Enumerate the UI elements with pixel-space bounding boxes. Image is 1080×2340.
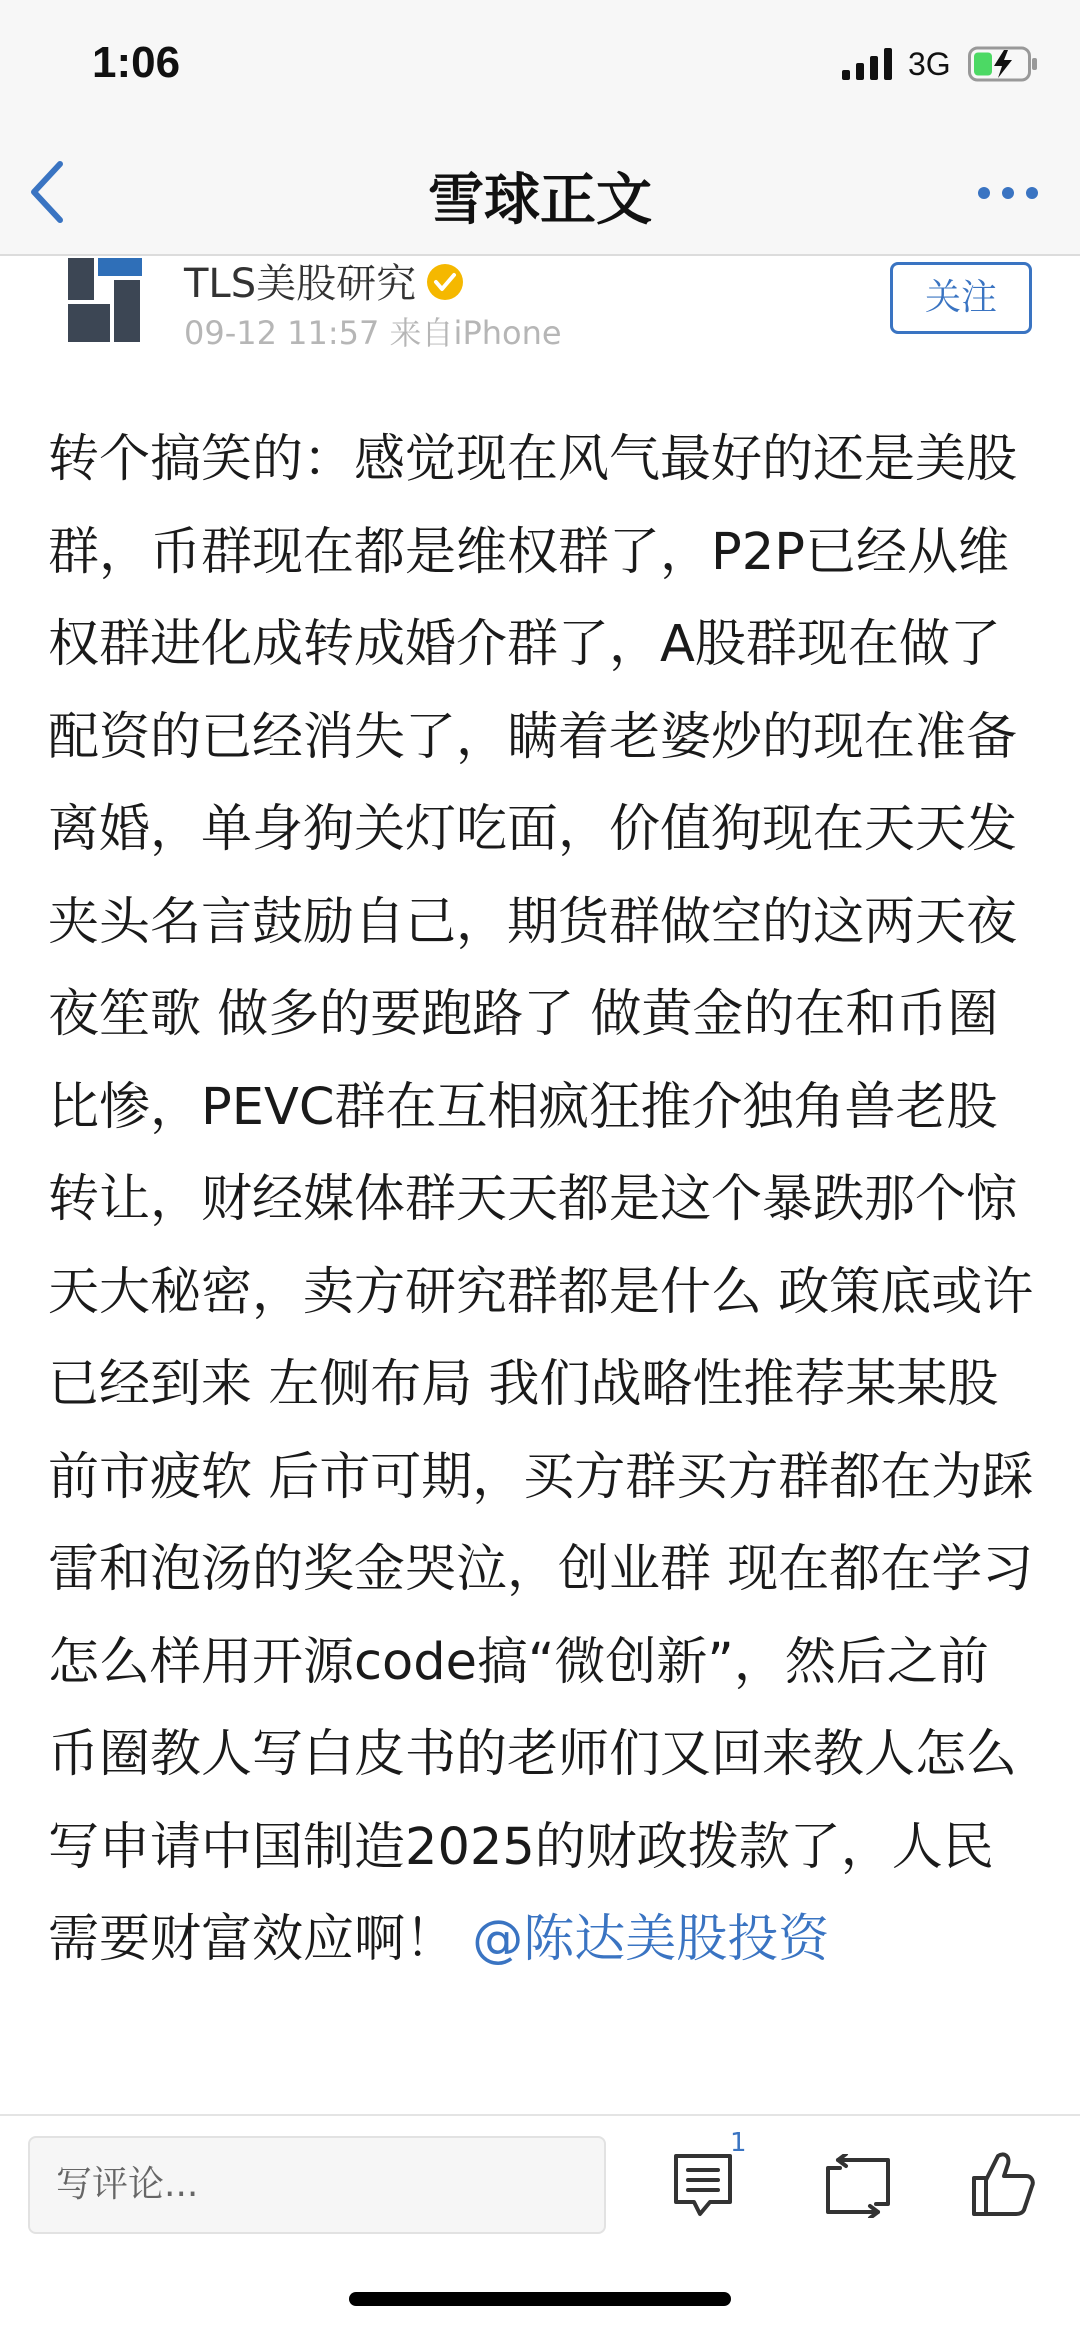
follow-button[interactable]: 关注	[890, 262, 1032, 334]
status-bar	[0, 0, 1080, 130]
post-text: 转个搞笑的：感觉现在风气最好的还是美股群，币群现在都是维权群了，P2P已经从维权群进化成转成婚介群了，A股群现在做了配资的已经消失了，瞒着老婆炒的现在准备离婚，单身狗关灯吃面，价值狗现在天天发夹头名言鼓励自己，期货群做空的这两天夜夜笙歌 做多的要跑路了 做黄金的在和币圈比惨，PEVC群在互相疯狂推介独角兽老股转让，财经媒体群天天都是这个暴跌那个惊天大秘密，卖方研究群都是什么 政策底或许已经到来 左侧布局 我们战略性推荐某某股 前市疲软 后市可期，买方群买方群都在为踩雷和泡汤的奖金哭泣，创业群 现在都在学习怎么样用开源code搞“微创新”，然后之前币圈教人写白皮书的老师们又回来教人怎么写申请中国制造2025的财政拨款了，人民需要财富效应啊！	[48, 430, 1034, 1969]
author-name-text[interactable]: TLS美股研究	[184, 261, 417, 307]
battery-charging-icon	[968, 46, 1038, 82]
nav-bar	[0, 130, 1080, 256]
mention-link[interactable]: @陈达美股投资	[472, 1910, 830, 1969]
home-indicator[interactable]	[349, 2292, 731, 2306]
status-time: 1:06	[92, 38, 181, 87]
comment-icon[interactable]	[670, 2150, 748, 2220]
comment-input[interactable]: 写评论...	[28, 2136, 606, 2234]
author-name[interactable]	[184, 252, 464, 309]
cellular-signal-icon	[842, 48, 894, 80]
more-dots-icon[interactable]	[976, 178, 1040, 208]
network-type: 3G	[908, 46, 951, 82]
avatar[interactable]	[64, 256, 144, 344]
bottom-action-bar	[0, 2114, 1080, 2340]
like-thumbs-up-icon[interactable]	[970, 2148, 1036, 2218]
author-row	[0, 256, 1080, 376]
repost-icon[interactable]	[820, 2154, 896, 2218]
page-title: 雪球正文	[428, 168, 652, 233]
comment-count-badge: 1	[730, 2128, 747, 2158]
post-body	[48, 414, 1034, 2114]
verified-badge-icon	[426, 263, 464, 301]
post-meta: 09-12 11:57 来自iPhone	[184, 314, 562, 352]
